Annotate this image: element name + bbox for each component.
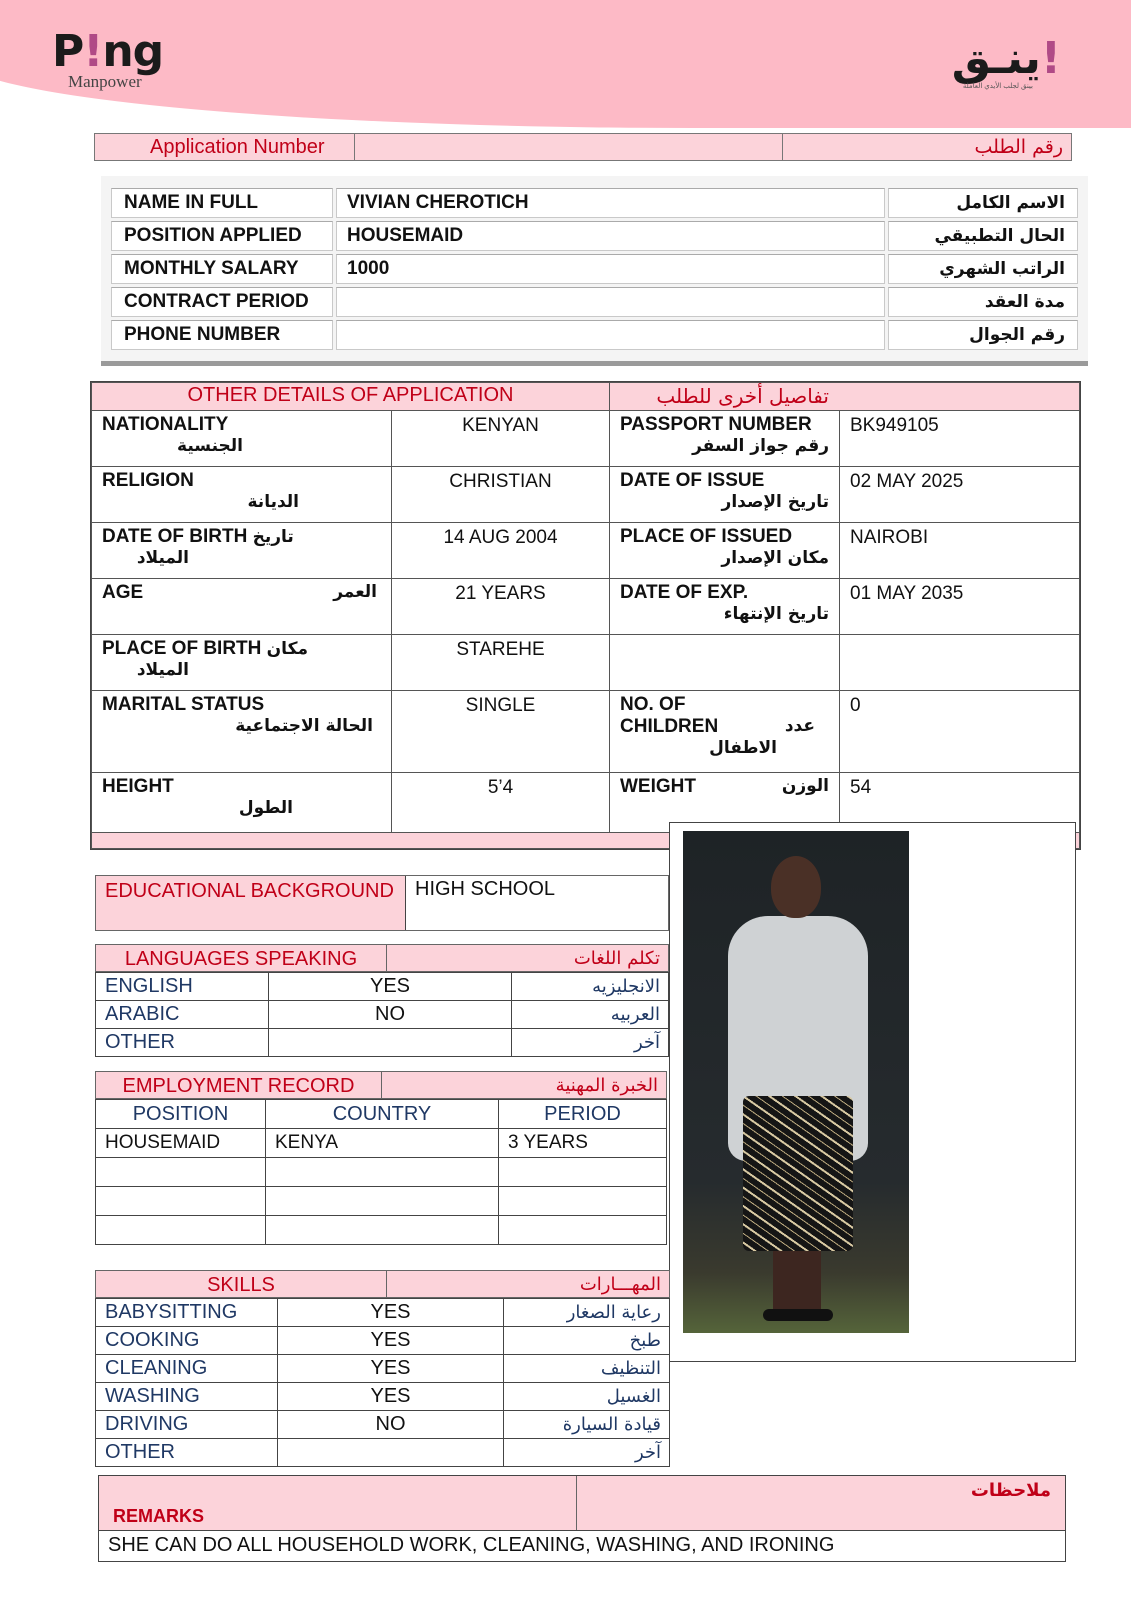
logo-letters-ng: ng [102, 26, 164, 77]
personal-row-position [111, 221, 1078, 251]
employment-period [499, 1187, 667, 1216]
languages-title-ar: تكلم اللغات [573, 948, 660, 969]
employment-country [266, 1187, 499, 1216]
skill-name: CLEANING [96, 1355, 278, 1383]
languages-section [95, 944, 669, 1057]
personal-info-box [101, 176, 1088, 366]
detail-value-weight: 54 [840, 773, 1080, 833]
employment-row [96, 1129, 667, 1158]
photo-skirt [743, 1096, 853, 1251]
skill-name: COOKING [96, 1327, 278, 1355]
field-label: POSITION APPLIED [111, 221, 333, 251]
logo-ar-exclamation-icon: ! [1040, 33, 1061, 84]
detail-label: NO. OF CHILDREN عدد الاطفال [610, 691, 840, 773]
applicant-photo [683, 831, 909, 1333]
language-name: ENGLISH [96, 973, 269, 1001]
photo-legs [773, 1251, 821, 1316]
skill-value: NO [278, 1411, 504, 1439]
detail-value-empty [840, 635, 1080, 691]
detail-label: MARITAL STATUS الحالة الاجتماعية [92, 691, 392, 773]
detail-value-marital-status: SINGLE [392, 691, 610, 773]
detail-label: PLACE OF ISSUED مكان الإصدار [610, 523, 840, 579]
employment-period: 3 YEARS [499, 1129, 667, 1158]
employment-section [95, 1071, 667, 1245]
employment-row [96, 1216, 667, 1245]
skill-value: YES [278, 1327, 504, 1355]
language-value [269, 1029, 512, 1057]
photo-head [771, 856, 821, 918]
employment-period [499, 1158, 667, 1187]
languages-header [95, 944, 669, 972]
detail-value-issue-date: 02 MAY 2025 [840, 467, 1080, 523]
skill-name: BABYSITTING [96, 1299, 278, 1327]
field-label-ar: الراتب الشهري [888, 254, 1078, 284]
skills-title-ar: المهـــارات [579, 1274, 661, 1295]
language-row [96, 1001, 669, 1029]
employment-period [499, 1216, 667, 1245]
personal-row-phone [111, 320, 1078, 350]
personal-row-name [111, 188, 1078, 218]
employment-position: HOUSEMAID [96, 1129, 266, 1158]
remarks-section [98, 1475, 1066, 1562]
personal-row-contract [111, 287, 1078, 317]
detail-value-dob: 14 AUG 2004 [392, 523, 610, 579]
skill-row [96, 1411, 670, 1439]
language-name: ARABIC [96, 1001, 269, 1029]
education-row [95, 875, 669, 931]
language-row [96, 973, 669, 1001]
education-label: EDUCATIONAL BACKGROUND [96, 876, 406, 930]
employment-row [96, 1187, 667, 1216]
other-details-title: OTHER DETAILS OF APPLICATION [92, 383, 610, 411]
detail-label: PASSPORT NUMBER رقم جواز السفر [610, 411, 840, 467]
other-details-table [91, 382, 1080, 849]
logo-ar-subtitle: بينق لجلب الأيدي العاملة [962, 83, 1033, 90]
skill-row [96, 1383, 670, 1411]
detail-label: AGE العمر [92, 579, 392, 635]
detail-label: DATE OF BIRTH تاريخ الميلاد [92, 523, 392, 579]
details-row [92, 467, 1080, 523]
detail-label: NATIONALITY الجنسية [92, 411, 392, 467]
ping-manpower-logo [52, 26, 164, 92]
field-value-salary: 1000 [336, 254, 885, 284]
logo-subtitle: Manpower [68, 72, 142, 91]
detail-label: RELIGION الديانة [92, 467, 392, 523]
skill-name-ar: رعاية الصغار [504, 1299, 670, 1327]
skill-value: YES [278, 1299, 504, 1327]
details-row [92, 523, 1080, 579]
skill-row [96, 1439, 670, 1467]
education-value: HIGH SCHOOL [415, 878, 556, 900]
employment-row [96, 1158, 667, 1187]
header-banner [0, 0, 1131, 128]
languages-title: LANGUAGES SPEAKING [96, 945, 387, 971]
skill-name: WASHING [96, 1383, 278, 1411]
detail-label: DATE OF ISSUE تاريخ الإصدار [610, 467, 840, 523]
language-name: OTHER [96, 1029, 269, 1057]
employment-header [95, 1071, 667, 1099]
skill-name-ar: طبخ [504, 1327, 670, 1355]
remarks-label-ar: ملاحظات [970, 1480, 1051, 1501]
field-value-contract [336, 287, 885, 317]
other-details-title-ar: تفاصيل أخرى للطلب [610, 383, 1080, 411]
personal-row-salary [111, 254, 1078, 284]
column-header: POSITION [96, 1100, 266, 1129]
field-label-ar: الاسم الكامل [888, 188, 1078, 218]
details-row [92, 579, 1080, 635]
skill-row [96, 1327, 670, 1355]
detail-value-expiry-date: 01 MAY 2035 [840, 579, 1080, 635]
detail-value-passport: BK949105 [840, 411, 1080, 467]
details-row [92, 691, 1080, 773]
field-value-name: VIVIAN CHEROTICH [336, 188, 885, 218]
language-value: YES [269, 973, 512, 1001]
application-number-row [94, 133, 1072, 161]
employment-position [96, 1158, 266, 1187]
detail-value-issue-place: NAIROBI [840, 523, 1080, 579]
employment-position [96, 1216, 266, 1245]
skills-header [95, 1270, 670, 1298]
skills-section [95, 1270, 670, 1467]
skills-title: SKILLS [96, 1271, 387, 1297]
employment-country: KENYA [266, 1129, 499, 1158]
field-label-ar: رقم الجوال [888, 320, 1078, 350]
personal-info-table [108, 185, 1081, 353]
skill-row [96, 1355, 670, 1383]
detail-label: DATE OF EXP. تاريخ الإنتهاء [610, 579, 840, 635]
field-value-phone [336, 320, 885, 350]
details-row [92, 411, 1080, 467]
detail-label: WEIGHT الوزن [610, 773, 840, 833]
field-label: NAME IN FULL [111, 188, 333, 218]
field-label-ar: مدة العقد [888, 287, 1078, 317]
detail-value-children: 0 [840, 691, 1080, 773]
skill-value: YES [278, 1355, 504, 1383]
language-name-ar: آخر [512, 1029, 669, 1057]
employment-position [96, 1187, 266, 1216]
language-value: NO [269, 1001, 512, 1029]
column-header: COUNTRY [266, 1100, 499, 1129]
field-value-position: HOUSEMAID [336, 221, 885, 251]
language-name-ar: الانجليزيه [512, 973, 669, 1001]
other-details-section [90, 381, 1081, 850]
languages-table [95, 972, 669, 1057]
remarks-header [99, 1476, 1065, 1531]
detail-value-nationality: KENYAN [392, 411, 610, 467]
logo-exclamation-icon: ! [83, 26, 103, 77]
field-label: CONTRACT PERIOD [111, 287, 333, 317]
employment-country [266, 1216, 499, 1245]
other-details-header [92, 383, 1080, 411]
detail-label: HEIGHT الطول [92, 773, 392, 833]
employment-title: EMPLOYMENT RECORD [96, 1072, 382, 1098]
employment-country [266, 1158, 499, 1187]
field-label: MONTHLY SALARY [111, 254, 333, 284]
skill-name: OTHER [96, 1439, 278, 1467]
arabic-logo [951, 33, 1061, 90]
detail-value-religion: CHRISTIAN [392, 467, 610, 523]
photo-frame [669, 822, 1076, 1362]
skill-name-ar: آخر [504, 1439, 670, 1467]
detail-value-height: 5’4 [392, 773, 610, 833]
detail-value-age: 21 YEARS [392, 579, 610, 635]
application-number-value [355, 134, 783, 160]
employment-columns [96, 1100, 667, 1129]
logo-letter-p: P [52, 26, 84, 77]
skill-name-ar: التنظيف [504, 1355, 670, 1383]
detail-label: PLACE OF BIRTH مكان الميلاد [92, 635, 392, 691]
detail-value-birthplace: STAREHE [392, 635, 610, 691]
field-label-ar: الحال التطبيقي [888, 221, 1078, 251]
employment-table [95, 1099, 667, 1245]
skill-name: DRIVING [96, 1411, 278, 1439]
language-row [96, 1029, 669, 1057]
language-name-ar: العربيه [512, 1001, 669, 1029]
remarks-text: SHE CAN DO ALL HOUSEHOLD WORK, CLEANING, WASHING, AND IRONING [108, 1534, 835, 1556]
logo-ar-text: ينـق [951, 33, 1041, 84]
skill-value [278, 1439, 504, 1467]
employment-title-ar: الخبرة المهنية [555, 1075, 658, 1096]
details-row [92, 635, 1080, 691]
application-number-label: Application Number [95, 134, 355, 160]
skill-name-ar: الغسيل [504, 1383, 670, 1411]
skill-row [96, 1299, 670, 1327]
skills-table [95, 1298, 670, 1467]
photo-sandals [763, 1309, 833, 1321]
detail-label-empty [610, 635, 840, 691]
application-number-label-ar: رقم الطلب [974, 136, 1063, 158]
field-label: PHONE NUMBER [111, 320, 333, 350]
skill-value: YES [278, 1383, 504, 1411]
skill-name-ar: قيادة السيارة [504, 1411, 670, 1439]
column-header: PERIOD [499, 1100, 667, 1129]
remarks-label: REMARKS [99, 1476, 577, 1530]
